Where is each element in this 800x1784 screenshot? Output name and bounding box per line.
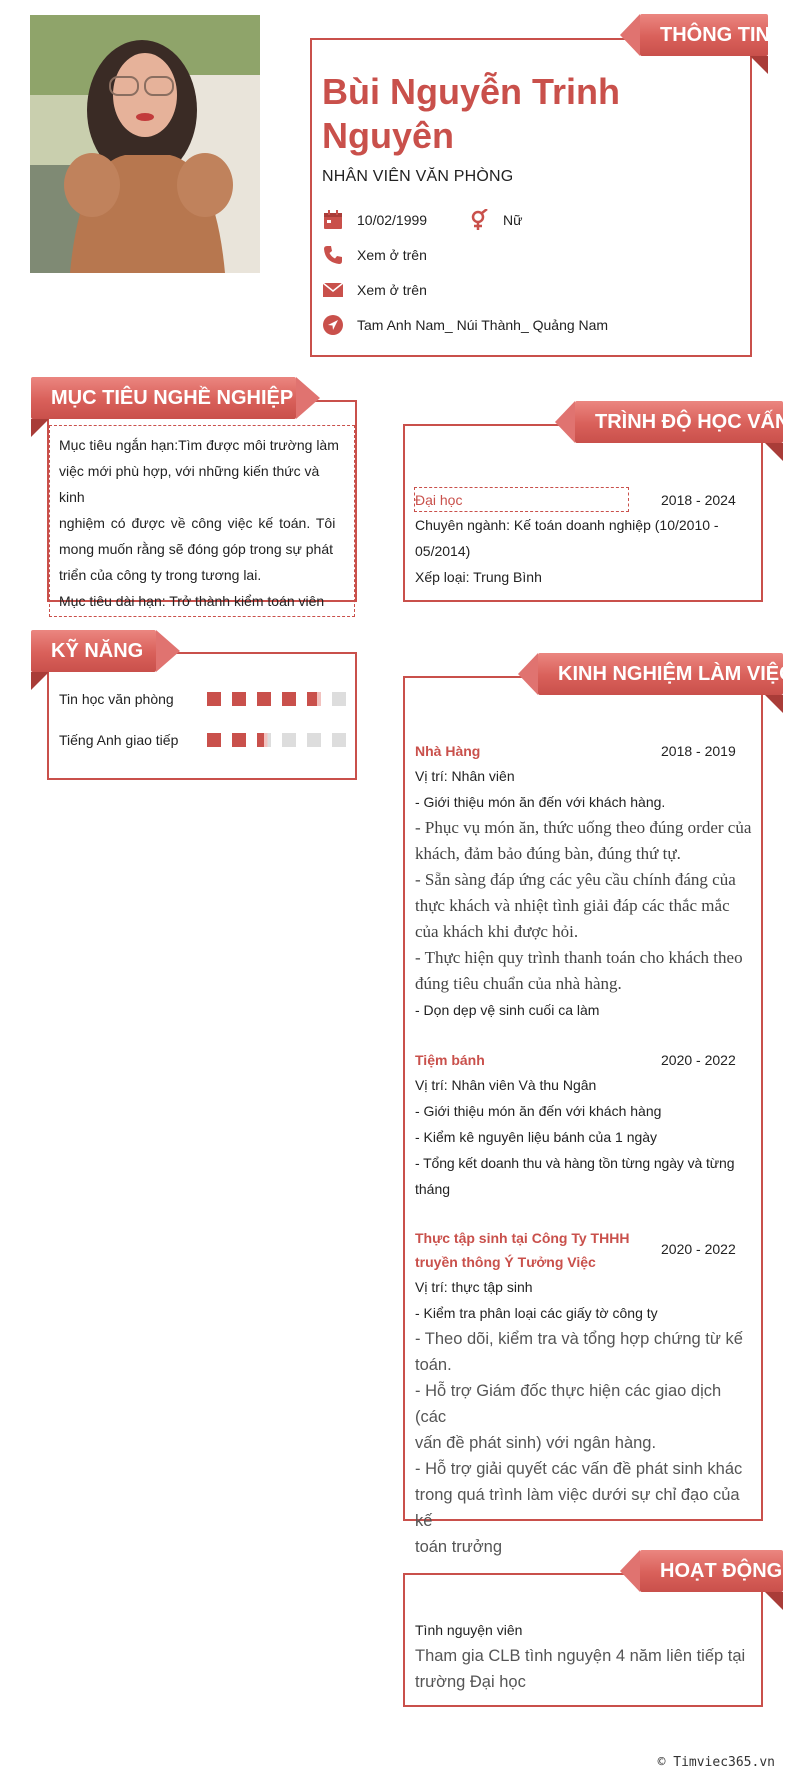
email-icon bbox=[322, 279, 344, 301]
education-time: 2018 - 2024 bbox=[661, 492, 736, 508]
education-ribbon bbox=[575, 401, 790, 443]
info-heading: THÔNG TIN bbox=[660, 24, 770, 46]
job-line: toán trưởng bbox=[415, 1538, 502, 1556]
job-line: - Hỗ trợ Giám đốc thực hiện các giao dịch (các bbox=[415, 1382, 722, 1426]
job-line: - Kiểm kê nguyên liệu bánh của 1 ngày bbox=[415, 1129, 658, 1145]
skills-heading: KỸ NĂNG bbox=[51, 640, 144, 662]
address-row bbox=[322, 314, 608, 336]
job-line: đúng tiêu chuẩn của nhà hàng. bbox=[415, 974, 622, 993]
objective-line: Mục tiêu dài hạn: Trở thành kiểm toán viên bbox=[59, 593, 325, 609]
education-rank: Xếp loại: Trung Bình bbox=[415, 569, 542, 585]
objective-ribbon bbox=[31, 377, 296, 419]
job-line: thực khách và nhiệt tình giải đáp các thắc mắc bbox=[415, 896, 730, 915]
job-line: - Giới thiệu món ăn đến với khách hàng bbox=[415, 1103, 662, 1119]
job-details bbox=[415, 1072, 755, 1202]
skill-dot bbox=[257, 733, 271, 747]
job-line: tháng bbox=[415, 1181, 451, 1197]
skill-dot bbox=[232, 733, 246, 747]
job-company: Nhà Hàng bbox=[415, 743, 481, 759]
job-company-line-2: truyền thông Ý Tưởng Việc bbox=[415, 1254, 596, 1270]
gender-row bbox=[468, 209, 522, 231]
activities-heading: HOẠT ĐỘNG bbox=[660, 1560, 783, 1582]
address-value: Tam Anh Nam_ Núi Thành_ Quảng Nam bbox=[357, 317, 609, 333]
job-line: toán. bbox=[415, 1356, 452, 1374]
location-icon bbox=[322, 314, 344, 336]
phone-icon bbox=[322, 244, 344, 266]
job-line: - Dọn dẹp vệ sinh cuối ca làm bbox=[415, 1002, 600, 1018]
email-value: Xem ở trên bbox=[357, 282, 427, 298]
job-line: - Kiểm tra phân loại các giấy tờ công ty bbox=[415, 1305, 658, 1321]
skill-name: Tin học văn phòng bbox=[59, 691, 174, 707]
experience-ribbon bbox=[538, 653, 794, 695]
job-line: - Sẵn sàng đáp ứng các yêu cầu chính đáng của bbox=[415, 870, 736, 889]
skill-dot bbox=[307, 692, 321, 706]
experience-heading: KINH NGHIỆM LÀM VIỆC bbox=[558, 663, 794, 685]
education-major-line-1: Chuyên ngành: Kế toán doanh nghiệp (10/2010 - bbox=[415, 517, 719, 533]
education-school: Đại học bbox=[415, 492, 463, 508]
job-line: vấn đề phát sinh) với ngân hàng. bbox=[415, 1434, 657, 1452]
skill-name: Tiếng Anh giao tiếp bbox=[59, 732, 179, 748]
calendar-icon bbox=[322, 209, 344, 231]
skill-dot bbox=[232, 692, 246, 706]
job-time: 2020 - 2022 bbox=[661, 1052, 736, 1068]
job-time: 2020 - 2022 bbox=[661, 1241, 736, 1257]
job-position: NHÂN VIÊN VĂN PHÒNG bbox=[322, 168, 514, 185]
job-line: - Theo dõi, kiểm tra và tổng hợp chứng từ kế bbox=[415, 1330, 743, 1348]
activity-line: trường Đại học bbox=[415, 1673, 526, 1691]
education-major-line-2: 05/2014) bbox=[415, 543, 471, 559]
job-line: trong quá trình làm việc dưới sự chỉ đạo của kế bbox=[415, 1486, 740, 1530]
job-company: Tiệm bánh bbox=[415, 1052, 485, 1068]
activity-title: Tình nguyện viên bbox=[415, 1622, 523, 1638]
job-position: Vị trí: Nhân viên Và thu Ngân bbox=[415, 1077, 597, 1093]
skill-rating bbox=[196, 733, 346, 752]
name-line-2: Nguyên bbox=[322, 115, 455, 156]
job-position: Vị trí: Nhân viên bbox=[415, 768, 515, 784]
name-line-1: Bùi Nguyễn Trinh bbox=[322, 71, 621, 112]
objective-line: triển của công ty trong tương lai. bbox=[59, 567, 262, 583]
education-heading: TRÌNH ĐỘ HỌC VẤN bbox=[595, 411, 790, 433]
phone-row bbox=[322, 244, 427, 266]
phone-value: Xem ở trên bbox=[357, 247, 427, 263]
skill-dot bbox=[332, 692, 346, 706]
job-line: của khách khi được hỏi. bbox=[415, 922, 579, 941]
activities-ribbon bbox=[640, 1550, 783, 1592]
job-line: - Hỗ trợ giải quyết các vấn đề phát sinh khác bbox=[415, 1460, 743, 1478]
email-row bbox=[322, 279, 427, 301]
objective-line: nghiệm có được về công việc kế toán. Tôi bbox=[59, 515, 336, 531]
skill-dot bbox=[282, 733, 296, 747]
objective-line: việc mới phù hợp, với những kiến thức và kinh bbox=[59, 463, 320, 505]
skill-dot bbox=[207, 692, 221, 706]
info-ribbon bbox=[640, 14, 768, 56]
gender-value: Nữ bbox=[503, 212, 523, 228]
skill-dot bbox=[307, 733, 321, 747]
job-line: - Thực hiện quy trình thanh toán cho khách theo bbox=[415, 948, 743, 967]
job-line: - Giới thiệu món ăn đến với khách hàng. bbox=[415, 794, 666, 810]
objective-heading: MỤC TIÊU NGHỀ NGHIỆP bbox=[51, 387, 294, 409]
job-details bbox=[415, 1274, 755, 1560]
skill-dot bbox=[257, 692, 271, 706]
job-line: - Tổng kết doanh thu và hàng tồn từng ngày và từng bbox=[415, 1155, 735, 1171]
objective-line: Mục tiêu ngắn hạn:Tìm được môi trường làm bbox=[59, 437, 339, 453]
job-details bbox=[415, 763, 755, 1023]
skill-dot bbox=[332, 733, 346, 747]
activity-line: Tham gia CLB tình nguyện 4 năm liên tiếp tại bbox=[415, 1647, 746, 1665]
skill-rating bbox=[196, 692, 346, 711]
objective-line: mong muốn rằng sẽ đóng góp trong sự phát bbox=[59, 541, 333, 557]
footer-credit: © Timviec365.vn bbox=[657, 1755, 775, 1770]
full-name bbox=[322, 70, 742, 158]
objective-content bbox=[49, 425, 355, 617]
skills-ribbon bbox=[31, 630, 156, 672]
birthdate-value: 10/02/1999 bbox=[357, 212, 428, 228]
birthdate-row bbox=[322, 209, 427, 231]
job-line: khách, đảm bảo đúng bàn, đúng thứ tự. bbox=[415, 844, 681, 863]
skill-dot bbox=[207, 733, 221, 747]
job-line: - Phục vụ món ăn, thức uống theo đúng order của bbox=[415, 818, 752, 837]
job-position: Vị trí: thực tập sinh bbox=[415, 1279, 533, 1295]
gender-icon bbox=[468, 209, 490, 231]
job-company bbox=[415, 1226, 629, 1274]
profile-photo bbox=[30, 15, 260, 273]
job-company-line-1: Thực tập sinh tại Công Ty THHH bbox=[415, 1230, 630, 1246]
job-time: 2018 - 2019 bbox=[661, 743, 736, 759]
skill-dot bbox=[282, 692, 296, 706]
